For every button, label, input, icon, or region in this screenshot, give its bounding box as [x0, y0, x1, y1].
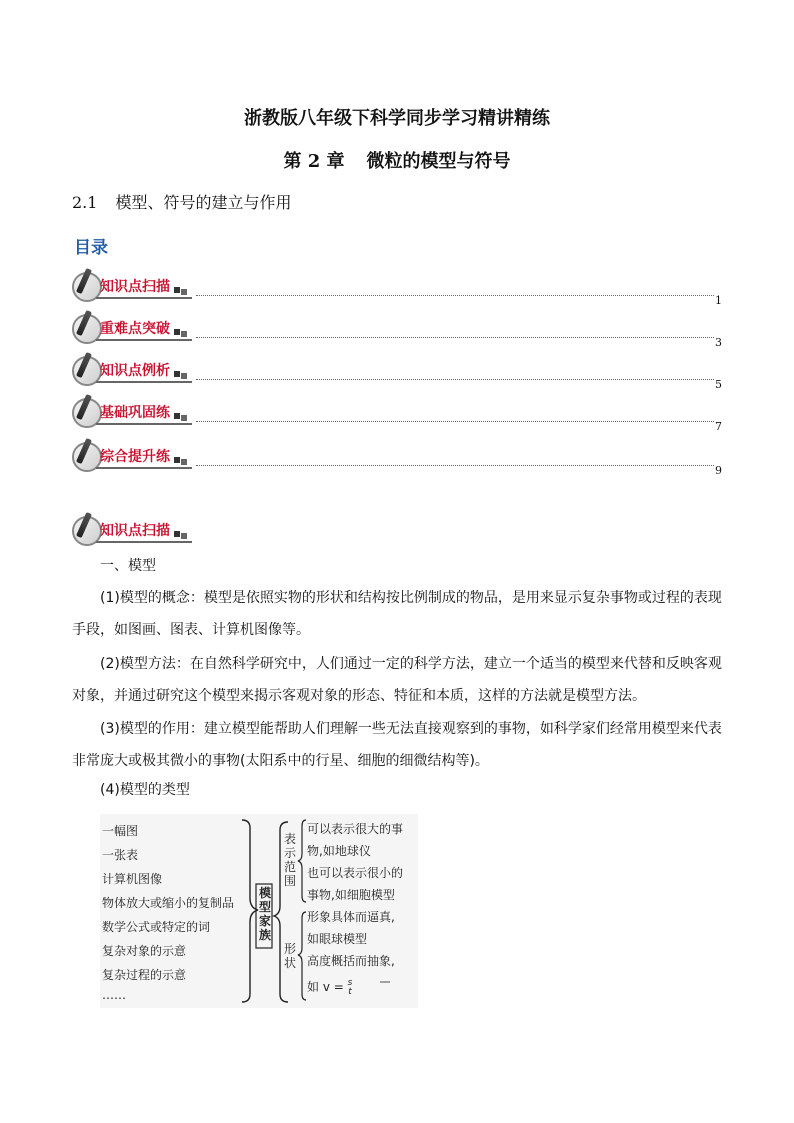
model-item: 一张表 [102, 848, 139, 862]
model-item: 复杂对象的示意 [102, 944, 187, 958]
badge-underline [96, 381, 192, 383]
toc-item[interactable] [72, 270, 722, 307]
knowledge-scan-badge [72, 514, 196, 546]
range-item: 事物,如细胞模型 [307, 888, 395, 902]
chapter-number: 第 2 章 [283, 151, 345, 172]
formula-prefix: 如 v = [307, 980, 344, 994]
paragraph [72, 774, 722, 806]
range-item: 可以表示很大的事 [307, 822, 404, 836]
toc-item-label: 知识点扫描 [100, 279, 170, 295]
toc-badge [72, 312, 196, 344]
formula-numerator: s [347, 977, 353, 988]
badge-label: 知识点扫描 [100, 523, 170, 539]
toc-badge [72, 396, 196, 428]
toc-page-number: 3 [715, 336, 722, 349]
toc-item[interactable] [72, 396, 722, 433]
toc-badge [72, 354, 196, 386]
range-item: 物,如地球仪 [307, 844, 371, 858]
paragraph-text: (3)模型的作用：建立模型能帮助人们理解一些无法直接观察到的事物，如科学家们经常用模型来代表非常庞大或极其微小的事物(太阳系中的行星、细胞的细微结构等)。 [72, 721, 722, 769]
toc-item[interactable] [72, 354, 722, 391]
paragraph-text: (1)模型的概念：模型是依照实物的形状和结构按比例制成的物品，是用来显示复杂事物或过程的表现手段，如图画、图表、计算机图像等。 [72, 590, 722, 638]
paragraph [72, 713, 722, 777]
shape-item: 如眼球模型 [307, 932, 368, 946]
chapter-title [0, 147, 794, 173]
toc-heading: 目录 [74, 238, 108, 258]
model-item: 物体放大或缩小的复制品 [102, 896, 235, 910]
toc-leader [196, 337, 714, 338]
toc-item-label: 基础巩固练 [100, 405, 170, 421]
section-number: 2.1 [72, 193, 98, 212]
toc-item-label: 综合提升练 [100, 449, 170, 465]
toc-item-label: 知识点例析 [100, 363, 170, 379]
toc-leader [196, 379, 714, 380]
chapter-name: 微粒的模型与符号 [366, 151, 511, 172]
model-family-label: 模型家族 [258, 886, 271, 942]
toc-page-number: 7 [715, 420, 722, 433]
badge-underline [96, 467, 192, 469]
shape-item: 高度概括而抽象, [307, 954, 395, 968]
formula-fraction [348, 979, 353, 997]
model-item: 复杂过程的示意 [102, 968, 187, 982]
model-types-figure [100, 814, 418, 1008]
toc-page-number: 9 [715, 464, 722, 477]
toc-item[interactable] [72, 440, 722, 477]
section-name: 模型、符号的建立与作用 [115, 193, 292, 212]
formula [307, 978, 352, 997]
range-item: 也可以表示很小的 [307, 866, 404, 880]
paragraph-text: (4)模型的类型 [100, 782, 190, 798]
toc-item[interactable] [72, 312, 722, 349]
badge-tail-icon [174, 413, 180, 419]
toc-page-number: 1 [715, 294, 722, 307]
range-label: 表示范围 [283, 832, 296, 888]
section-badge [72, 514, 202, 548]
badge-tail-icon [174, 457, 180, 463]
model-item: …… [102, 988, 126, 1002]
section-title [72, 190, 291, 213]
toc-leader [196, 295, 714, 296]
badge-underline [96, 541, 192, 543]
badge-underline [96, 339, 192, 341]
model-item: 计算机图像 [102, 872, 163, 886]
badge-underline [96, 297, 192, 299]
document-title: 浙教版八年级下科学同步学习精讲精练 [244, 108, 550, 129]
badge-underline [96, 423, 192, 425]
paragraph [72, 648, 722, 712]
subheading: 一、模型 [100, 558, 156, 574]
model-item: 一幅图 [102, 824, 139, 838]
model-item: 数学公式或特定的词 [102, 920, 211, 934]
badge-tail-icon [174, 329, 180, 335]
toc-item-label: 重难点突破 [100, 321, 170, 337]
formula-denominator: t [348, 986, 352, 997]
badge-tail-icon [174, 531, 180, 537]
toc-leader [196, 421, 714, 422]
toc-badge [72, 440, 196, 472]
toc-badge [72, 270, 196, 302]
paragraph [72, 582, 722, 646]
toc-leader [196, 465, 714, 466]
shape-item: 形象具体而逼真, [307, 910, 395, 924]
badge-tail-icon [174, 287, 180, 293]
toc-page-number: 5 [715, 378, 722, 391]
paragraph-text: (2)模型方法：在自然科学研究中，人们通过一定的科学方法，建立一个适当的模型来代替和反映客观对象，并通过研究这个模型来揭示客观对象的形态、特征和本质，这样的方法就是模型方法。 [72, 656, 722, 704]
shape-label: 形状 [283, 942, 296, 970]
badge-tail-icon [174, 371, 180, 377]
